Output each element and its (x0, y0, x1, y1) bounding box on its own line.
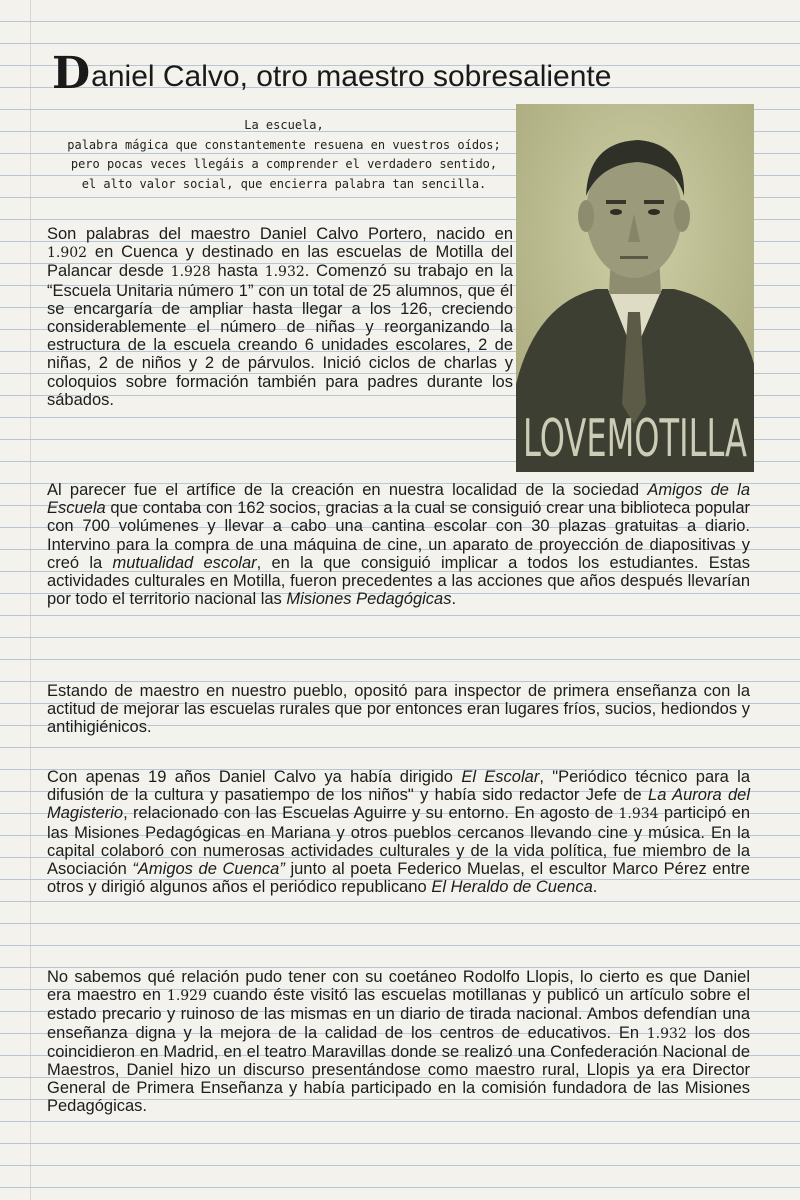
watermark-text: LOVEMOTILLA (523, 409, 748, 469)
p4-text-b: , "Periódico técnico para la difusión de la cultura y pasatiempo de los niños" y había sido redactor Jefe de (47, 768, 750, 805)
p4-italic-1: El Escolar (461, 768, 540, 786)
p2-italic-1: Amigos de la Escuela (47, 481, 750, 518)
page-title (52, 48, 752, 99)
p1-year-2: 1.928 (170, 264, 211, 281)
quote-line-3: pero pocas veces llegáis a comprender el verdadero sentido, (70, 157, 498, 171)
p4-italic-3: “Amigos de Cuenca” (132, 860, 285, 879)
quote-line-1: La escuela, (244, 118, 324, 132)
p4-italic-2: La Aurora del Magisterio (47, 786, 750, 823)
p4-text-f: . (592, 878, 598, 897)
p5-year-1: 1.929 (166, 988, 208, 1005)
p2-text-a: Al parecer fue el artífice de la creación en nuestra localidad de la sociedad (47, 481, 648, 499)
p2-text-c: , en la que consiguió implicar a todos los estudiantes. Estas actividades culturales en Motilla, fueron precedentes a las acciones que años después llevarían por todo el territorio nacional las (47, 553, 750, 609)
p4-year-1: 1.934 (618, 806, 659, 823)
p1-text-b: en Cuenca y destinado en las escuelas de Motilla del Palancar desde (47, 243, 513, 281)
p3-text: Estando de maestro en nuestro pueblo, opositó para inspector de primera enseñanza con la actitud de mejorar las escuelas rurales que por entonces eran lugares fríos, sucios, hediondos y antihigiénicos. (47, 682, 750, 737)
paragraph-4 (47, 768, 750, 896)
quote-line-2: palabra mágica que constantemente resuena en vuestros oídos; (67, 137, 501, 152)
paragraph-5 (47, 968, 750, 1116)
quote-line-4: el alto valor social, que encierra palabra tan sencilla. (81, 176, 487, 191)
p1-text-a: Son palabras del maestro Daniel Calvo Portero, nacido en (47, 225, 513, 243)
notebook-margin-line (30, 0, 31, 1200)
p5-text-b: cuando éste visitó las escuelas motillanas y publicó un artículo sobre el estado precario y ruinoso de las mismas en un diario de tirada nacional. Ambos defendían una enseñanza digna y la mejora de la calidad de los centros de educativos. En (47, 986, 750, 1042)
p1-year-1: 1.902 (47, 245, 88, 262)
p5-year-2: 1.932 (646, 1025, 687, 1042)
p1-text-d: . Comenzó su trabajo en la “Escuela Unitaria número 1” con un total de 25 alumnos, que él se encargaría de ampliar hasta llegar a los 126, creciendo considerablemente el número de niñas y reorganizando la estructura de la escuela creando 6 unidades escolares, 2 de niñas, 2 de niños y 2 de párvulos. Inició ciclos de charlas y coloquios sobre formación también para padres durante los sábados. (47, 262, 513, 409)
portrait-photo (516, 104, 754, 472)
p1-text-c: hasta (210, 262, 265, 281)
p1-year-3: 1.932 (264, 264, 305, 281)
p2-italic-2: mutualidad escolar (112, 553, 257, 572)
p4-text-c: , relacionado con las Escuelas Aguirre y su entorno. En agosto de (123, 804, 619, 823)
p5-text-c: los dos coincidieron en Madrid, en el teatro Maravillas donde se realizó una Confederación Nacional de Maestros, Daniel hizo un discurso presentándose como maestro rural, Llopis ya era Director General de Primera Enseñanza y había participado en la comisión fundadora de las Misiones Pedagógicas. (47, 1023, 750, 1116)
paragraph-3 (47, 682, 750, 737)
p5-text-a: No sabemos qué relación pudo tener con su coetáneo Rodolfo Llopis, lo cierto es que Daniel era maestro en (47, 968, 750, 1005)
p2-italic-3: Misiones Pedagógicas (286, 590, 452, 609)
p4-text-e: junto al poeta Federico Muelas, el escultor Marco Pérez entre otros y dirigió algunos años el periódico republicano (47, 860, 750, 897)
p4-text-a: Con apenas 19 años Daniel Calvo ya había dirigido (47, 768, 462, 786)
epigraph-quote (40, 116, 528, 194)
title-drop-cap: D (52, 48, 91, 99)
p4-text-d: participó en las Misiones Pedagógicas en Mariana y otros pueblos cercanos llevando cine y música. En la capital colaboró con numerosas actividades culturales y de la vida política, fue miembro de la Asociación (47, 804, 751, 879)
title-text: aniel Calvo, otro maestro sobresaliente (91, 60, 612, 93)
p4-italic-4: El Heraldo de Cuenca (431, 878, 593, 897)
paragraph-2 (47, 481, 750, 608)
p2-text-b: que contaba con 162 socios, gracias a la cual se consiguió crear una biblioteca popular con 700 volúmenes y llevar a cabo una cantina escolar con 30 plazas gratuitas a diario. Intervino para la compra de una máquina de cine, un aparato de proyección de diapositivas y creó la (47, 499, 750, 572)
p2-text-d: . (451, 590, 457, 609)
paragraph-1 (47, 225, 513, 409)
